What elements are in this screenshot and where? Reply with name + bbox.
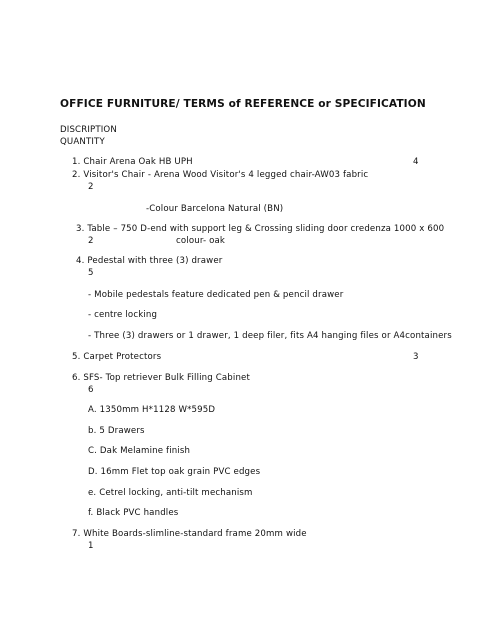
item-3-note: colour- oak: [176, 236, 226, 246]
item-6-text: 6. SFS- Top retriever Bulk Filling Cabinet: [72, 373, 250, 383]
item-5-qty: 3: [413, 352, 419, 362]
item-1-text: 1. Chair Arena Oak HB UPH: [72, 157, 193, 167]
item-2-text: 2. Visitor's Chair - Arena Wood Visitor's 4 legged chair-AW03 fabric: [72, 170, 369, 180]
item-3-qty: 2: [88, 236, 94, 246]
item-4-qty: 5: [88, 268, 94, 278]
item-6-feature: f. Black PVC handles: [88, 508, 179, 518]
item-5-text: 5. Carpet Protectors: [72, 352, 162, 362]
item-1-qty: 4: [413, 157, 419, 167]
item-6-feature: C. Dak Melamine finish: [88, 446, 191, 456]
item-3-text: 3. Table – 750 D-end with support leg & Crossing sliding door credenza 1000 x 600: [76, 224, 445, 234]
item-4-feature: - Three (3) drawers or 1 drawer, 1 deep filer, fits A4 hanging files or A4containers: [88, 331, 452, 341]
item-7-text: 7. White Boards-slimline-standard frame 20mm wide: [72, 529, 307, 539]
item-2-note: -Colour Barcelona Natural (BN): [146, 204, 284, 214]
page-title: OFFICE FURNITURE/ TERMS of REFERENCE or SPECIFICATION: [60, 98, 426, 110]
quantity-header: QUANTITY: [60, 137, 105, 147]
item-4-feature: - Mobile pedestals feature dedicated pen & pencil drawer: [88, 290, 344, 300]
item-4-feature: - centre locking: [88, 310, 158, 320]
item-6-feature: e. Cetrel locking, anti-tilt mechanism: [88, 488, 253, 498]
item-7-qty: 1: [88, 541, 94, 551]
item-6-feature: b. 5 Drawers: [88, 426, 145, 436]
description-header: DISCRIPTION: [60, 125, 117, 135]
item-2-qty: 2: [88, 182, 94, 192]
item-6-feature: D. 16mm Flet top oak grain PVC edges: [88, 467, 261, 477]
item-6-qty: 6: [88, 385, 94, 395]
item-6-feature: A. 1350mm H*1128 W*595D: [88, 405, 216, 415]
item-4-text: 4. Pedestal with three (3) drawer: [76, 256, 223, 266]
